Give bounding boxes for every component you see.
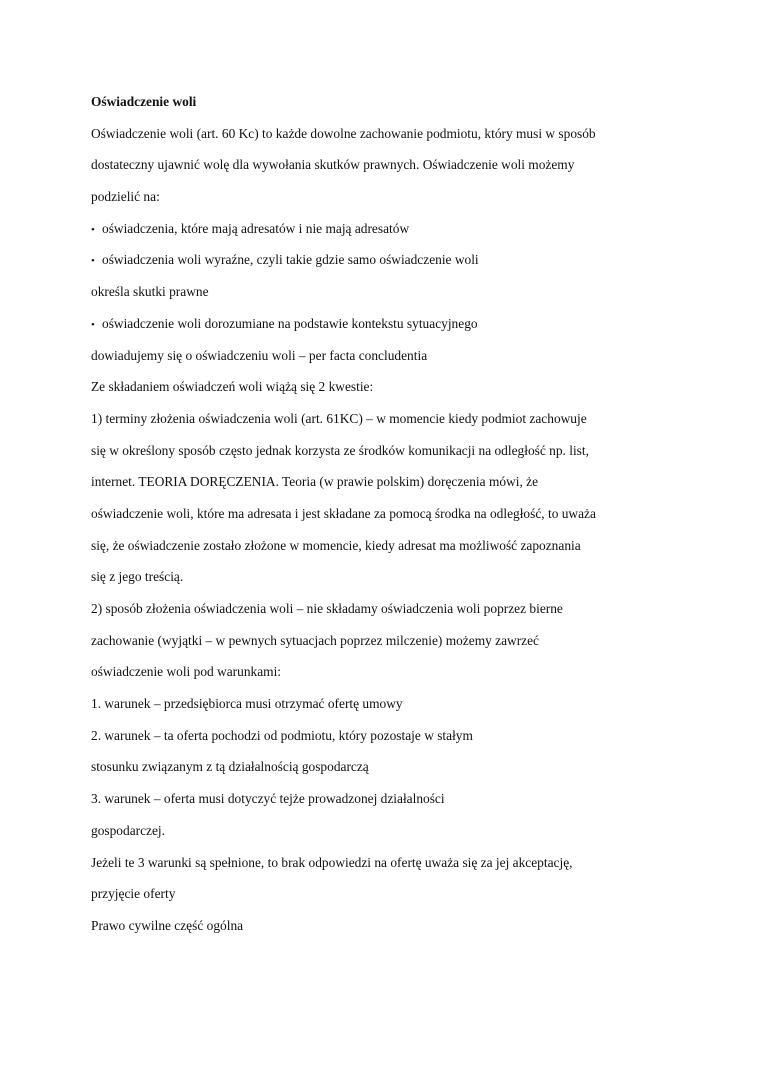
text-line: stosunku związanym z tą działalnością gospodarczą xyxy=(91,759,369,775)
text-line: przyjęcie oferty xyxy=(91,886,176,902)
text-line: Ze składaniem oświadczeń woli wiążą się 2 kwestie: xyxy=(91,379,374,395)
document-text xyxy=(91,118,651,942)
text-line: Prawo cywilne część ogólna xyxy=(91,917,244,933)
text-line: 1. warunek – przedsiębiorca musi otrzymać ofertę umowy xyxy=(91,696,403,712)
bullet-line: • oświadczenia, które mają adresatów i nie mają adresatów xyxy=(91,213,651,245)
document-title: Oświadczenie woli xyxy=(91,94,197,109)
text-line: podzielić na: xyxy=(91,189,160,205)
bullet-line: • oświadczenie woli dorozumiane na podstawie kontekstu sytuacyjnego xyxy=(91,308,651,340)
text-line: zachowanie (wyjątki – w pewnych sytuacjach poprzez milczenie) możemy zawrzeć xyxy=(91,632,539,648)
text-line: Jeżeli te 3 warunki są spełnione, to brak odpowiedzi na ofertę uważa się za jej akceptację, xyxy=(91,854,573,870)
text-line: dostateczny ujawnić wolę dla wywołania skutków prawnych. Oświadczenie woli możemy xyxy=(91,157,575,173)
text-line: się, że oświadczenie zostało złożone w momencie, kiedy adresat ma możliwość zapoznania xyxy=(91,537,581,553)
text-line: 2) sposób złożenia oświadczenia woli – nie składamy oświadczenia woli poprzez bierne xyxy=(91,601,563,616)
text-line: internet. TEORIA DORĘCZENIA. Teoria (w prawie polskim) doręczenia mówi, że xyxy=(91,474,539,490)
text-line: określa skutki prawne xyxy=(91,284,209,300)
bullet-line: • oświadczenia woli wyraźne, czyli takie gdzie samo oświadczenie woli xyxy=(91,244,651,276)
text-line: 2. warunek – ta oferta pochodzi od podmiotu, który pozostaje w stałym xyxy=(91,727,473,743)
text-line: dowiadujemy się o oświadczeniu woli – per facta concludentia xyxy=(91,347,428,363)
text-line: się w określony sposób często jednak korzysta ze środków komunikacji na odległość np. list, xyxy=(91,442,589,458)
text-line: oświadczenie woli, które ma adresata i jest składane za pomocą środka na odległość, to uważa xyxy=(91,505,596,521)
text-line: 3. warunek – oferta musi dotyczyć tejże prowadzonej działalności xyxy=(91,791,445,807)
text-line: oświadczenie woli pod warunkami: xyxy=(91,664,282,680)
text-line: 1) terminy złożenia oświadczenia woli (art. 61KC) – w momencie kiedy podmiot zachowuje xyxy=(91,410,587,426)
document-body xyxy=(91,86,651,942)
text-line: Oświadczenie woli (art. 60 Kc) to każde dowolne zachowanie podmiotu, który musi w sposób xyxy=(91,125,596,141)
text-line: gospodarczej. xyxy=(91,822,165,838)
text-line: się z jego treścią. xyxy=(91,569,184,585)
